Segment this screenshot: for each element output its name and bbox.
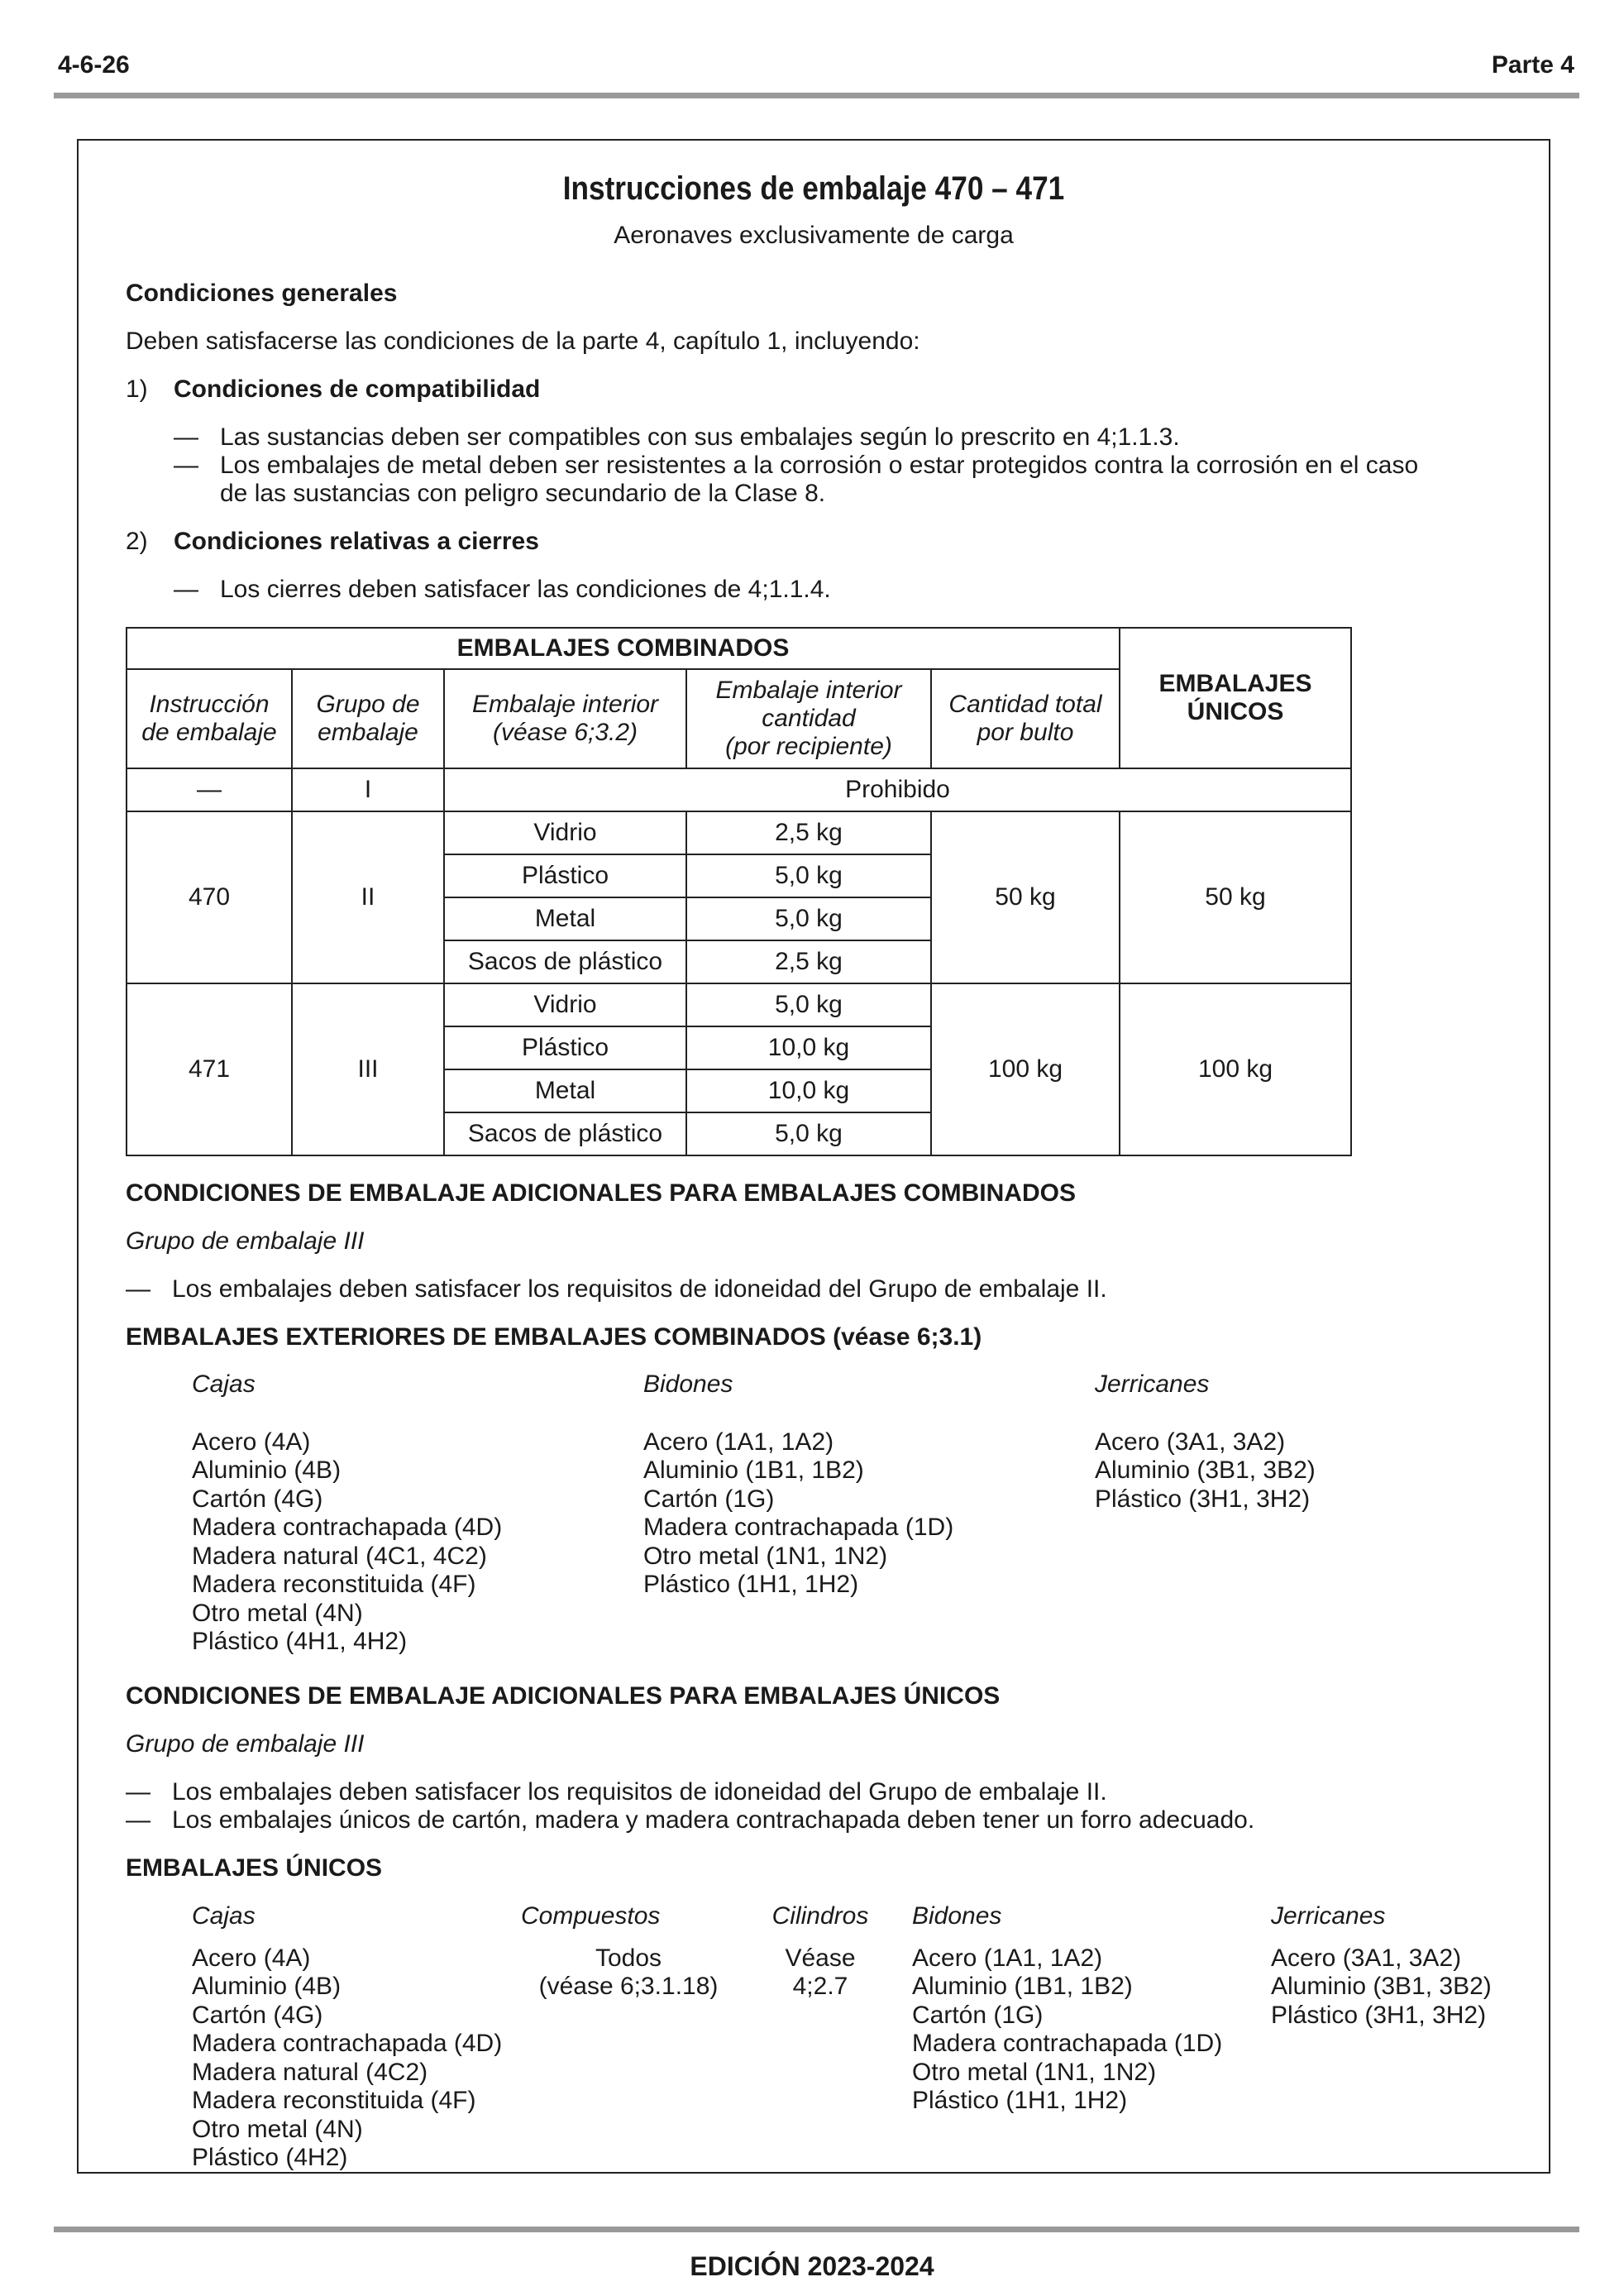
cell-total: 100 kg [931, 983, 1120, 1155]
condition-2-title: Condiciones relativas a cierres [174, 528, 539, 555]
cell-instruction: — [127, 768, 292, 811]
single-cajas-list: Cajas Acero (4A) Aluminio (4B) Cartón (4G) Madera contrachapada (4D) Madera natural (4C2) Madera reconstituida (4F) Otro metal (4N) Plástico (4H2) [192, 1902, 503, 2171]
cell-group: II [292, 811, 444, 983]
cell-inner: Plástico [444, 854, 686, 897]
part-label: Parte 4 [1491, 51, 1574, 79]
col-header-inner: Embalaje interior (véase 6;3.2) [444, 669, 686, 768]
add-combined-heading: CONDICIONES DE EMBALAJE ADICIONALES PARA EMBALAJES COMBINADOS [126, 1179, 1076, 1207]
col-header-inner-qty: Embalaje interior cantidad (por recipiente) [686, 669, 931, 768]
add-combined-group: Grupo de embalaje III [126, 1227, 365, 1255]
page-number: 4-6-26 [58, 51, 130, 79]
cell-inner-qty: 5,0 kg [686, 983, 931, 1026]
outer-cajas-list: Cajas Acero (4A) Aluminio (4B) Cartón (4G) Madera contrachapada (4D) Madera natural (4C1, 4C2) Madera reconstituida (4F) Otro metal (4N) Plástico (4H1, 4H2) [192, 1370, 503, 1655]
page-subtitle: Aeronaves exclusivamente de carga [614, 222, 1014, 249]
cell-inner-qty: 10,0 kg [686, 1069, 931, 1112]
cell-total: 50 kg [931, 811, 1120, 983]
cell-single: 50 kg [1120, 811, 1351, 983]
header-rule [54, 93, 1579, 98]
cell-instruction: 471 [127, 983, 292, 1155]
page-title: Instrucciones de embalaje 470 – 471 [562, 170, 1065, 207]
col-header-instruction: Instrucción de embalaje [127, 669, 292, 768]
condition-1-number: 1) [126, 375, 148, 403]
condition-1-title: Condiciones de compatibilidad [174, 375, 541, 403]
cell-inner-qty: 2,5 kg [686, 940, 931, 983]
cell-single: 100 kg [1120, 983, 1351, 1155]
condition-1-item-cont: de las sustancias con peligro secundario de la Clase 8. [220, 480, 826, 507]
cell-inner: Vidrio [444, 983, 686, 1026]
instruction-frame [77, 139, 1550, 2174]
add-single-item: — Los embalajes deben satisfacer los requisitos de idoneidad del Grupo de embalaje II. [126, 1778, 1107, 1806]
combined-header: EMBALAJES COMBINADOS [127, 628, 1120, 669]
footer-rule [54, 2227, 1579, 2232]
outer-bidones-list: Bidones Acero (1A1, 1A2) Aluminio (1B1, 1B2) Cartón (1G) Madera contrachapada (1D) Otro metal (1N1, 1N2) Plástico (1H1, 1H2) [643, 1370, 954, 1598]
table-row [127, 811, 1351, 854]
condition-2-number: 2) [126, 528, 148, 555]
cell-prohibited: Prohibido [444, 768, 1351, 811]
add-single-item: — Los embalajes únicos de cartón, madera y madera contrachapada deben tener un forro adecuado. [126, 1806, 1255, 1834]
single-bidones-list: Bidones Acero (1A1, 1A2) Aluminio (1B1, 1B2) Cartón (1G) Madera contrachapada (1D) Otro metal (1N1, 1N2) Plástico (1H1, 1H2) [912, 1902, 1223, 2114]
cell-group: I [292, 768, 444, 811]
cell-inner: Metal [444, 897, 686, 940]
cell-instruction: 470 [127, 811, 292, 983]
condition-1-item: — Los embalajes de metal deben ser resistentes a la corrosión o estar protegidos contra la corrosión en el caso [174, 452, 1419, 479]
outer-jerricanes-list: Jerricanes Acero (3A1, 3A2) Aluminio (3B1, 3B2) Plástico (3H1, 3H2) [1095, 1370, 1316, 1513]
col-header-total: Cantidad total por bulto [931, 669, 1120, 768]
cell-inner: Metal [444, 1069, 686, 1112]
packing-table [126, 627, 1352, 1156]
cell-group: III [292, 983, 444, 1155]
single-jerricanes-list: Jerricanes Acero (3A1, 3A2) Aluminio (3B1, 3B2) Plástico (3H1, 3H2) [1271, 1902, 1492, 2029]
cell-inner: Sacos de plástico [444, 940, 686, 983]
condition-1-item: — Las sustancias deben ser compatibles con sus embalajes según lo prescrito en 4;1.1.3. [174, 423, 1180, 451]
cell-inner-qty: 10,0 kg [686, 1026, 931, 1069]
edition-footer: EDICIÓN 2023-2024 [690, 2251, 934, 2281]
table-row [127, 768, 1351, 811]
general-heading: Condiciones generales [126, 280, 398, 307]
cell-inner: Plástico [444, 1026, 686, 1069]
cell-inner: Sacos de plástico [444, 1112, 686, 1155]
table-row [127, 983, 1351, 1026]
single-heading: EMBALAJES ÚNICOS [126, 1854, 383, 1882]
outer-heading: EMBALAJES EXTERIORES DE EMBALAJES COMBINADOS (véase 6;3.1) [126, 1323, 982, 1351]
cell-inner-qty: 2,5 kg [686, 811, 931, 854]
general-intro: Deben satisfacerse las condiciones de la parte 4, capítulo 1, incluyendo: [126, 328, 920, 355]
cell-inner-qty: 5,0 kg [686, 897, 931, 940]
cell-inner: Vidrio [444, 811, 686, 854]
col-header-group: Grupo de embalaje [292, 669, 444, 768]
cell-inner-qty: 5,0 kg [686, 854, 931, 897]
single-cilindros-list: Cilindros Véase 4;2.7 [771, 1902, 869, 2000]
add-single-group: Grupo de embalaje III [126, 1730, 365, 1758]
add-combined-item: — Los embalajes deben satisfacer los requisitos de idoneidad del Grupo de embalaje II. [126, 1275, 1107, 1303]
single-compuestos-list: Compuestos Todos (véase 6;3.1.18) [521, 1902, 719, 2000]
single-header: EMBALAJES ÚNICOS [1120, 628, 1351, 768]
cell-inner-qty: 5,0 kg [686, 1112, 931, 1155]
add-single-heading: CONDICIONES DE EMBALAJE ADICIONALES PARA EMBALAJES ÚNICOS [126, 1682, 1001, 1710]
condition-2-item: — Los cierres deben satisfacer las condiciones de 4;1.1.4. [174, 576, 831, 603]
